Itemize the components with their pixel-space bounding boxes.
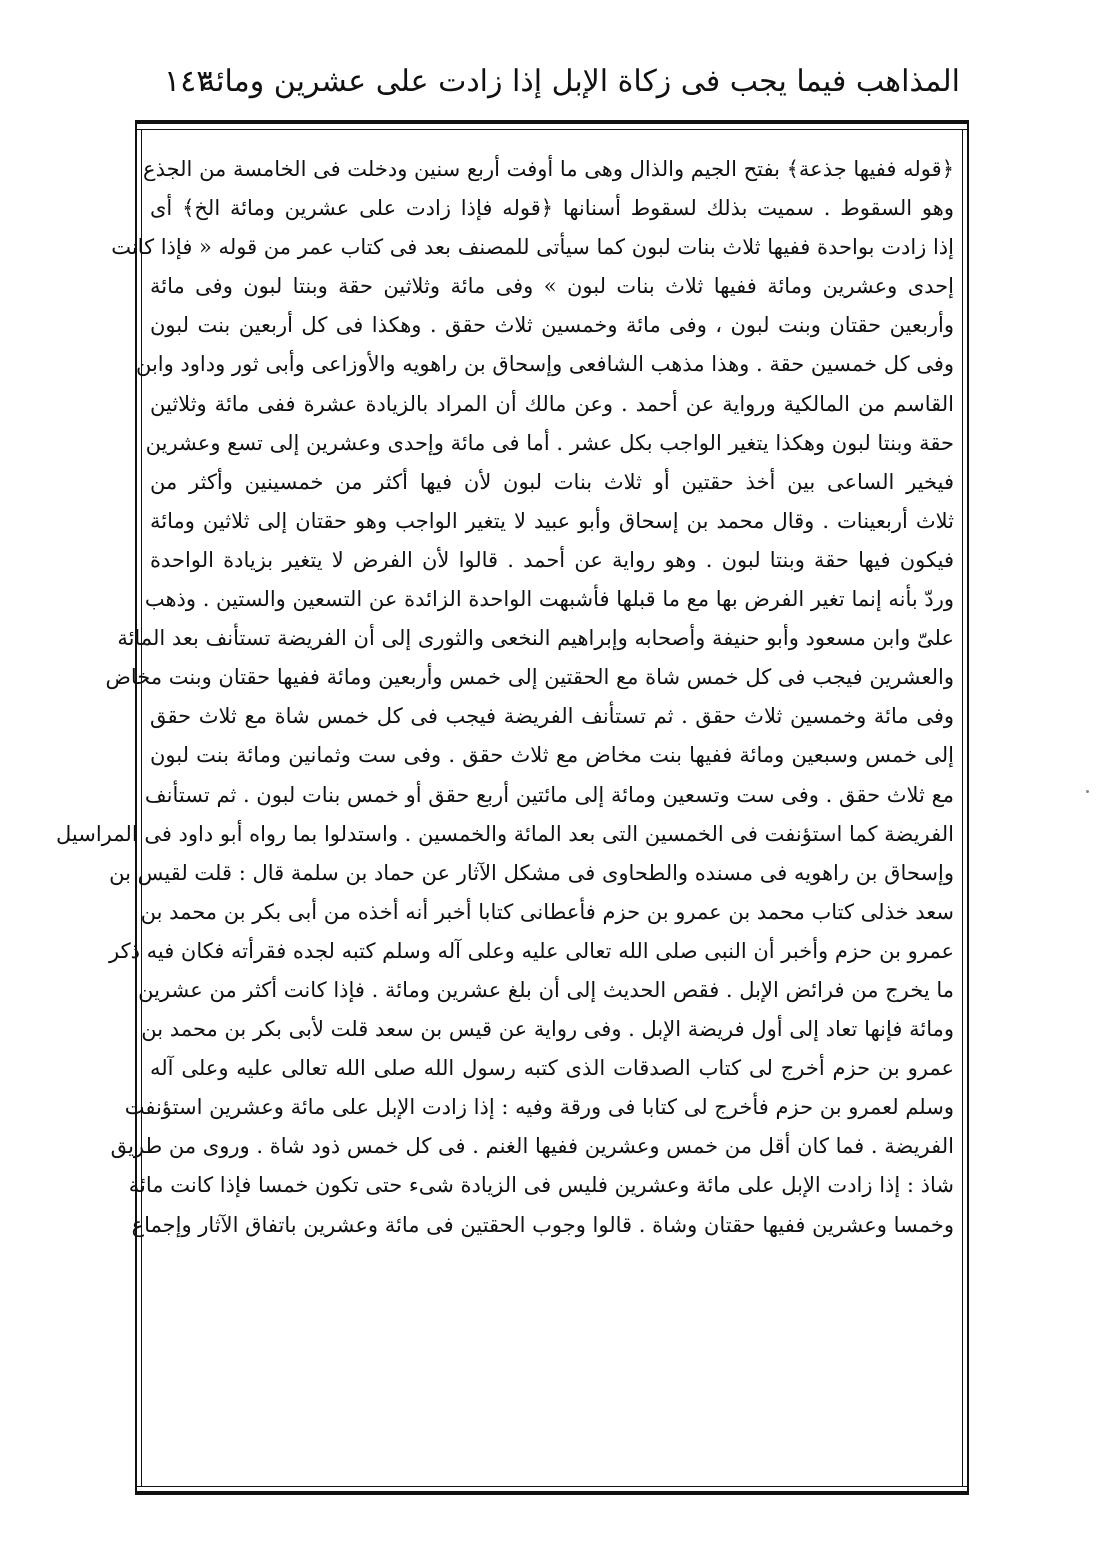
text-line xyxy=(150,1284,954,1323)
bottom-rule-thin xyxy=(135,1486,969,1487)
text-line: وأربعين حقتان وبنت لبون ، وفى مائة وخمسين ثلاث حقق . وهكذا فى كل أربعين بنت لبون xyxy=(150,313,954,338)
page-number: ١٤٣ xyxy=(164,64,213,99)
text-line: والعشرين فيجب فى كل خمس شاة مع الحقتين إلى خمس وأربعين ومائة ففيها حقتان وبنت مخاض xyxy=(105,665,954,690)
text-line: فيخير الساعى بين أخذ حقتين أو ثلاث بنات لبون لأن فيها أكثر من خمسينين وأكثر من xyxy=(150,469,954,494)
running-title: المذاهب فيما يجب فى زكاة الإبل إذا زادت على عشرين ومائة xyxy=(200,64,960,99)
text-line: وفى كل خمسين حقة . وهذا مذهب الشافعى وإسحاق بن راهويه والأوزاعى وأبى ثور وداود وابن xyxy=(135,352,954,377)
text-line: مع ثلاث حقق . وفى ست وتسعين ومائة إلى مائتين أربع حقق أو خمس بنات لبون . ثم تستأنف xyxy=(144,782,954,807)
page-header xyxy=(140,60,960,104)
text-line: ما يخرج من فرائض الإبل . فقص الحديث إلى أن بلغ عشرين ومائة . فإذا كانت أكثر من عشرين xyxy=(138,977,954,1002)
text-line: الفريضة . فما كان أقل من خمس وعشرين ففيها الغنم . فى كل خمس ذود شاة . وروى من طريق xyxy=(110,1134,954,1159)
text-line: ﴿قوله ففيها جذعة﴾ بفتح الجيم والذال وهى ما أوفت أربع سنين ودخلت فى الخامسة من الجذع xyxy=(143,157,954,181)
frame-inner-left-rule xyxy=(141,130,142,1486)
bottom-rule-thick xyxy=(135,1491,969,1495)
text-line: الفريضة كما استؤنفت فى الخمسين التى بعد المائة والخمسين . واستدلوا بما رواه أبو داود فى المراسيل xyxy=(56,821,954,846)
text-line: علىّ وابن مسعود وأبو حنيفة وأصحابه وإبراهيم النخعى والثورى إلى أن الفريضة تستأنف بعد المائة xyxy=(117,626,954,651)
text-line: إحدى وعشرين ومائة ففيها ثلاث بنات لبون » وفى مائة وثلاثين حقة وبنتا لبون وفى مائة xyxy=(150,274,954,299)
text-line xyxy=(150,1323,954,1362)
text-line: عمرو بن حزم أخرج لى كتاب الصدقات الذى كتبه رسول الله صلى الله تعالى عليه وعلى آله xyxy=(150,1056,954,1081)
text-line xyxy=(150,1245,954,1284)
text-line: فيكون فيها حقة وبنتا لبون . وهو رواية عن أحمد . قالوا لأن الفرض لا يتغير بزيادة الواحدة xyxy=(150,547,954,572)
text-line xyxy=(150,1362,954,1401)
text-line: إذا زادت بواحدة ففيها ثلاث بنات لبون كما سيأتى للمصنف بعد فى كتاب عمر من قوله « فإذا كانت xyxy=(111,235,954,260)
text-line: وإسحاق بن راهويه فى مسنده والطحاوى فى مشكل الآثار عن حماد بن سلمة قال : قلت لقيس بن xyxy=(109,860,954,885)
text-line xyxy=(150,1440,954,1479)
text-line xyxy=(150,1401,954,1440)
text-line: حقة وبنتا لبون وهكذا يتغير الواجب بكل عشر . أما فى مائة وإحدى وعشرين إلى تسع وعشرين xyxy=(145,430,954,455)
text-line: سعد خذلى كتاب محمد بن عمرو بن حزم فأعطانى كتابا أخبر أنه أخذه من أبى بكر بن محمد بن xyxy=(140,899,954,924)
text-line: وخمسا وعشرين ففيها حقتان وشاة . قالوا وجوب الحقتين فى مائة وعشرين باتفاق الآثار وإجماع xyxy=(131,1212,954,1237)
text-line: شاذ : إذا زادت الإبل على مائة وعشرين فليس فى الزيادة شىء حتى تكون خمسا فإذا كانت مائة xyxy=(128,1173,954,1198)
frame-inner-right-rule xyxy=(962,130,963,1486)
text-line: وفى مائة وخمسين ثلاث حقق . ثم تستأنف الفريضة فيجب فى كل خمس شاة مع ثلاث حقق xyxy=(150,704,954,729)
text-line: عمرو بن حزم وأخبر أن النبى صلى الله تعالى عليه وعلى آله وسلم كتبه لجده فقرأته فكان فيه ذكر xyxy=(109,938,954,963)
text-line: وهو السقوط . سميت بذلك لسقوط أسنانها ﴿قوله فإذا زادت على عشرين ومائة الخ﴾ أى xyxy=(150,196,954,221)
scan-speck xyxy=(1086,790,1089,793)
commentary-body xyxy=(56,150,954,1480)
text-line: ثلاث أربعينات . وقال محمد بن إسحاق وأبو عبيد لا يتغير الواجب وهو حقتان إلى ثلاثين ومائة xyxy=(150,508,954,533)
text-line: وردّ بأنه إنما تغير الفرض بها مع ما قبلها فأشبهت الواحدة الزائدة عن التسعين والستين . وذهب xyxy=(144,587,954,612)
text-line: وسلم لعمرو بن حزم فأخرج لى كتابا فى ورقة وفيه : إذا زادت الإبل على مائة وعشرين استؤنفت xyxy=(124,1095,954,1120)
text-line: القاسم من المالكية ورواية عن أحمد . وعن مالك أن المراد بالزيادة عشرة ففى مائة وثلاثين xyxy=(150,391,954,416)
text-line: إلى خمس وسبعين ومائة ففيها بنت مخاض مع ثلاث حقق . وفى ست وثمانين ومائة بنت لبون xyxy=(150,743,954,768)
text-line: ومائة فإنها تعاد إلى أول فريضة الإبل . وفى رواية عن قيس بن سعد قلت لأبى بكر بن محمد بن xyxy=(141,1017,954,1042)
